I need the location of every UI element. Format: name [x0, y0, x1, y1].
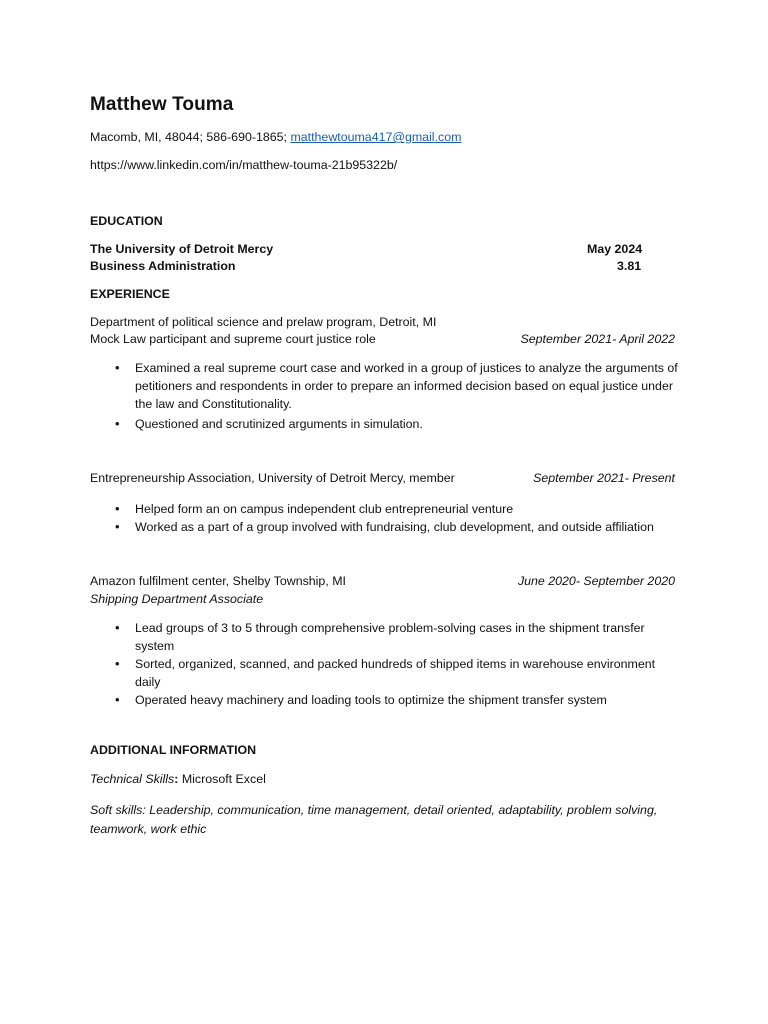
job-org: Entrepreneurship Association, University of Detroit Mercy, member: [90, 471, 455, 485]
job-bullet-list: [90, 619, 680, 709]
email-link[interactable]: matthewtouma417@gmail.com: [290, 130, 462, 144]
candidate-name: Matthew Touma: [90, 94, 234, 115]
list-item: • Examined a real supreme court case and worked in a group of justices to analyze the arguments of petitioners and respondents in order to prepare an informed decision based on equal justice under the law and Constitutionality.: [90, 359, 680, 413]
job-org: Department of political science and prelaw program, Detroit, MI: [90, 315, 437, 329]
technical-skills: [90, 772, 266, 786]
job-role: Shipping Department Associate: [90, 592, 264, 606]
list-item: • Lead groups of 3 to 5 through comprehensive problem-solving cases in the shipment transfer system: [90, 619, 680, 655]
additional-heading: ADDITIONAL INFORMATION: [90, 743, 257, 757]
job-bullet-list: [90, 359, 680, 433]
education-date: May 2024: [587, 242, 643, 256]
education-school: The University of Detroit Mercy: [90, 242, 274, 256]
job-dates: June 2020- September 2020: [517, 574, 675, 588]
soft-skills: Soft skills: Leadership, communication, time management, detail oriented, adaptability, problem solving, teamwork, work ethic: [90, 803, 658, 836]
technical-skills-value: Microsoft Excel: [178, 772, 266, 786]
job-role: Mock Law participant and supreme court justice role: [90, 332, 376, 346]
linkedin-url: https://www.linkedin.com/in/matthew-touma-21b95322b/: [90, 158, 398, 172]
contact-info: Macomb, MI, 48044; 586-690-1865;: [90, 130, 291, 144]
job-org: Amazon fulfilment center, Shelby Township, MI: [90, 574, 346, 588]
experience-heading: EXPERIENCE: [90, 287, 170, 301]
job-bullet-list: [90, 500, 680, 536]
education-heading: EDUCATION: [90, 214, 163, 228]
education-degree: Business Administration: [90, 259, 236, 273]
job-dates: September 2021- April 2022: [520, 332, 675, 346]
education-gpa: 3.81: [617, 259, 642, 273]
list-item: • Helped form an on campus independent club entrepreneurial venture: [90, 500, 680, 518]
list-item: • Operated heavy machinery and loading tools to optimize the shipment transfer system: [90, 691, 680, 709]
job-dates: September 2021- Present: [533, 471, 675, 485]
list-item: • Sorted, organized, scanned, and packed hundreds of shipped items in warehouse environment daily: [90, 655, 680, 691]
technical-skills-colon: :: [174, 772, 179, 786]
technical-skills-label: Technical Skills: [90, 772, 175, 786]
contact-line: [90, 130, 461, 144]
list-item: • Questioned and scrutinized arguments in simulation.: [90, 415, 680, 433]
list-item: • Worked as a part of a group involved with fundraising, club development, and outside affiliation: [90, 518, 680, 536]
